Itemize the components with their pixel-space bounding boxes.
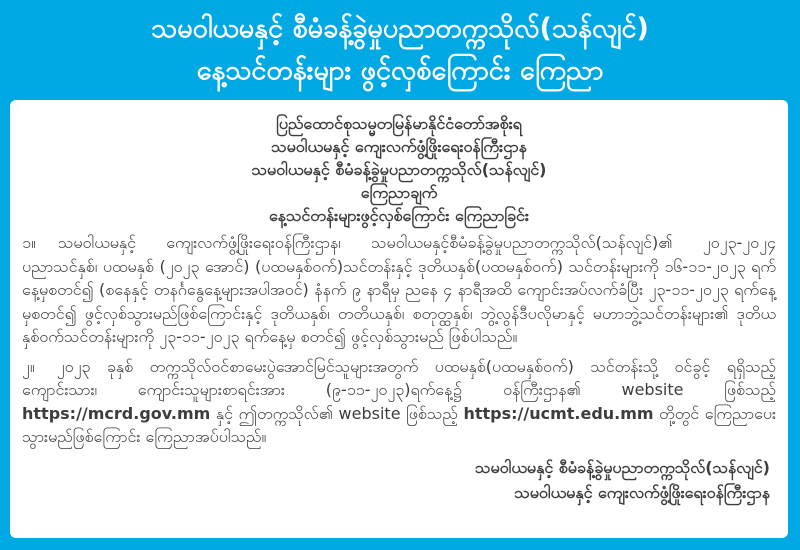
- banner-title-line2: နေ့သင်တန်းများ ဖွင့်လှစ်ကြောင်း ကြေညာ: [196, 55, 604, 86]
- signature-ministry: သမဝါယမနှင့် ကျေးလက်ဖွံ့ဖြိုးရေးဝန်ကြီးဌာန: [514, 482, 770, 502]
- signature-university: သမဝါယမနှင့် စီမံခန့်ခွဲမှုပညာတက္ကသိုလ်(သန်လျင်): [475, 457, 770, 477]
- university-website-url[interactable]: https://ucmt.edu.mm: [463, 403, 654, 423]
- heading-announcement: ကြေညာချက်: [360, 183, 438, 202]
- signature-block: [22, 455, 776, 505]
- paragraph-2-text-end: တို့တွင် ကြေညာပေးသွားမည်ဖြစ်ကြောင်း ကြေညာအပ်ပါသည်။: [22, 403, 777, 446]
- paragraph-1: [22, 231, 776, 349]
- paragraph-2-number: ၂။: [22, 356, 35, 376]
- heading-ministry: သမဝါယမနှင့် ကျေးလက်ဖွံ့ဖြိုးရေးဝန်ကြီးဌာန: [271, 137, 527, 156]
- paragraph-1-text: သမဝါယမနှင့် ကျေးလက်ဖွံ့ဖြိုးရေးဝန်ကြီးဌာန၊ သမဝါယမနှင့်စီမံခန့်ခွဲမှုပညာတက္ကသိုလ်(သန်လျင်)၏ ၂၀၂၃-၂၀၂၄ ပညာသင်နှစ်၊ ပထမနှစ် (၂၀၂၃ အောင်) (ပထမနှစ်ဝက်)သင်တန်းနှင့် ဒုတိယနှစ်(ပထမနှစ်ဝက်) သင်တန်းများကို ၁၆-၁၁-၂၀၂၃ ရက်နေ့မှစတင်၍ (စနေနှင့် တနင်္ဂနွေနေ့များအပါအဝင်) နံနက် ၉ နာရီမှ ညနေ ၄ နာရီအထိ ကျောင်းအပ်လက်ခံပြီး ၂၃-၁၁-၂၀၂၃ ရက်နေ့မှစတင်၍ ဖွင့်လှစ်သွားမည်ဖြစ်ကြောင်းနှင့် ဒုတိယနှစ်၊ တတိယနှစ်၊ စတုတ္ထနှစ်၊ ဘွဲ့လွန်ဒီပလိုမာနှင့် မဟာဘွဲ့သင်တန်းများ၏ ဒုတိယနှစ်ဝက်သင်တန်းများကို ၂၃-၁၁-၂၀၂၃ ရက်နေ့မှ စတင်၍ ဖွင့်လှစ်သွားမည် ဖြစ်ပါသည်။: [22, 233, 776, 346]
- paragraph-1-number: ၁။: [22, 233, 36, 252]
- heading-government: ပြည်ထောင်စုသမ္မတမြန်မာနိုင်ငံတော်အစိုးရ: [276, 114, 522, 133]
- paragraph-2: [22, 355, 776, 449]
- notice-sheet: [10, 100, 788, 538]
- heading-university: သမဝါယမနှင့် စီမံခန့်ခွဲမှုပညာတက္ကသိုလ်(သန်လျင်): [251, 160, 547, 179]
- paragraph-2-text-start: ၂၀၂၃ ခုနှစ် တက္ကသိုလ်ဝင်စာမေးပွဲအောင်မြင်သူများအတွက် ပထမနှစ်(ပထမနှစ်ဝက်) သင်တန်းသို့ ဝင်ခွင့် ရရှိသည့် ကျောင်းသား၊ ကျောင်းသူများစာရင်းအား (၉-၁၁-၂၀၂၃)ရက်နေ့၌ ဝန်ကြီးဌာန၏ website ဖြစ်သည့်: [22, 356, 776, 399]
- paragraph-2-text-middle: နှင့် ဤတက္ကသိုလ်၏ website ဖြစ်သည့်: [210, 403, 464, 423]
- heading-subject: နေ့သင်တန်းများဖွင့်လှစ်ကြောင်း ကြေညာခြင်း: [268, 206, 529, 225]
- notice-heading-block: [22, 112, 776, 227]
- ministry-website-url[interactable]: https://mcrd.gov.mm: [22, 403, 211, 423]
- banner: [0, 0, 800, 100]
- banner-title-line1: သမဝါယမနှင့် စီမံခန့်ခွဲမှုပညာတက္ကသိုလ်(သန်လျင်): [151, 13, 649, 44]
